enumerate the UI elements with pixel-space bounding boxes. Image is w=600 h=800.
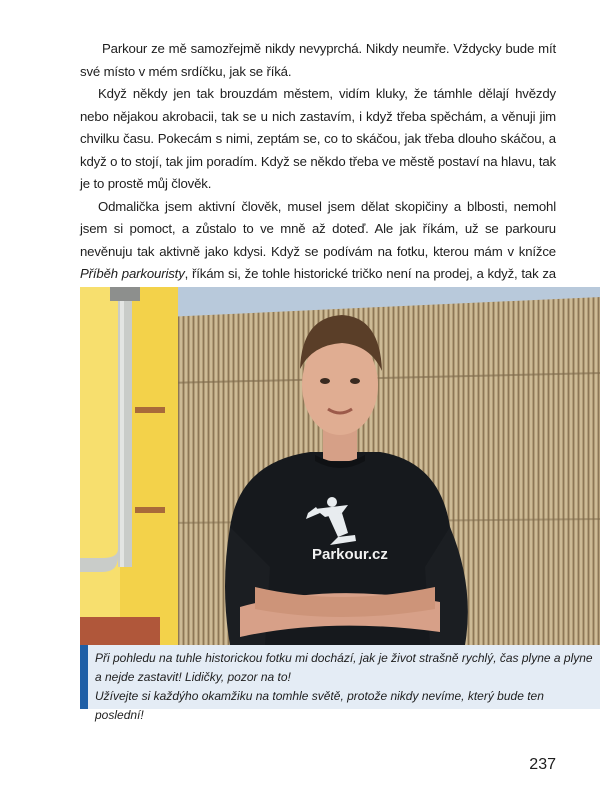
photo	[80, 287, 600, 645]
paragraph-1: Parkour ze mě samozřejmě nikdy nevyprchá. Nikdy neumře. Vždycky bude mít své místo v mém srdíčku, jak se říká.	[80, 41, 556, 79]
caption-text	[95, 649, 595, 725]
caption-accent-bar	[80, 645, 88, 709]
shirt-print-text: Parkour.cz	[312, 546, 388, 563]
paragraph-3-text-end: , říkám si, že tohle historické tričko není na prodej, a když, tak za	[184, 266, 556, 281]
photo-caption	[80, 645, 600, 722]
caption-line-1: Při pohledu na tuhle historickou fotku mi dochází, jak je život strašně rychlý, čas plyne a plyne a nejde zastavit! Lidičky, pozor na to!	[95, 651, 593, 684]
caption-line-2: Užívejte si každýho okamžiku na tomhle světě, protože nikdy nevíme, který bude ten poslední!	[95, 689, 544, 722]
paragraph-3-text-start: Odmalička jsem aktivní člověk, musel jsem dělat skopičiny a blbosti, nemohl jsem si pomoct, a zůstalo to ve mně až doteď. Ale jak říkám, už se parkouru nevěnuju tak aktivně jako kdysi. Když se podívám na fotku, kterou mám v knížce	[80, 198, 556, 259]
body-text	[80, 38, 556, 308]
book-title: Příběh parkouristy	[80, 266, 185, 281]
page-number: 237	[529, 756, 556, 773]
paragraph-2: Když někdy jen tak brouzdám městem, vidím kluky, že támhle dělají hvězdy nebo nějakou akrobacii, tak se u nich zastavím, i když třeba spěchám, a věnuji jim chvilku času. Pokecám s nimi, zeptám se, co to skáčou, jak třeba dlouho skáčou, a když o to stojí, tak jim poradím. Když se někdo třeba ve městě postaví na hlavu, tak je to prostě můj člověk.	[80, 86, 556, 191]
